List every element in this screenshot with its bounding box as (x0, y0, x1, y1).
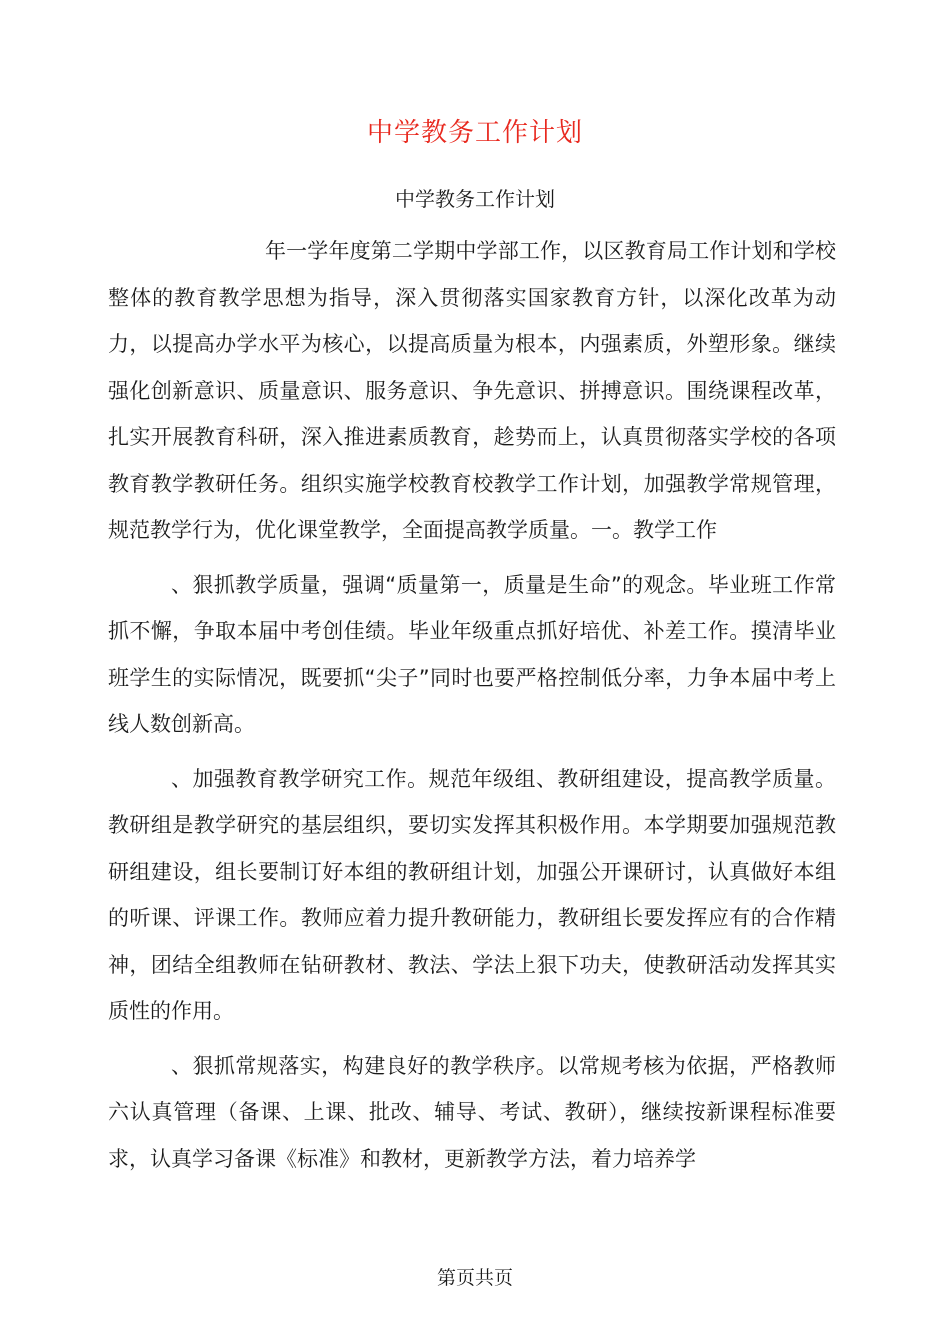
paragraph-teaching-research: 、加强教育教学研究工作。规范年级组、教研组建设，提高教学质量。教研组是教学研究的基层组织，要切实发挥其积极作用。本学期要加强规范教研组建设，组长要制订好本组的教研组计划，加强公开课研讨，认真做好本组的听课、评课工作。教师应着力提升教研能力，教研组长要发挥应有的合作精神，团结全组教师在钻研教材、教法、学法上狠下功夫，使教研活动发挥其实质性的作用。 (108, 766, 836, 1023)
document-body (108, 228, 836, 1182)
page-footer: 第页共页 (436, 1267, 513, 1289)
document-subtitle: 中学教务工作计划 (395, 187, 555, 211)
paragraph-intro: 年一学年度第二学期中学部工作，以区教育局工作计划和学校整体的教育教学思想为指导，深入贯彻落实国家教育方针，以深化改革为动力，以提高办学水平为核心，以提高质量为根本，内强素质，外塑形象。继续强化创新意识、质量意识、服务意识、争先意识、拼搏意识。围绕课程改革，扎实开展教育科研，深入推进素质教育，趁势而上，认真贯彻落实学校的各项教育教学教研任务。组织实施学校教育校教学工作计划，加强教学常规管理，规范教学行为，优化课堂教学，全面提高教学质量。一。教学工作 (108, 239, 836, 542)
paragraph-teaching-quality: 、狠抓教学质量，强调“质量第一，质量是生命”的观念。毕业班工作常抓不懈，争取本届中考创佳绩。毕业年级重点抓好培优、补差工作。摸清毕业班学生的实际情况，既要抓“尖子”同时也要严格控制低分率，力争本届中考上线人数创新高。 (108, 572, 836, 736)
paragraph-routine-management: 、狠抓常规落实，构建良好的教学秩序。以常规考核为依据，严格教师六认真管理（备课、上课、批改、辅导、考试、教研），继续按新课程标准要求，认真学习备课《标准》和教材，更新教学方法，着力培养学 (108, 1053, 836, 1171)
document-title: 中学教务工作计划 (366, 118, 583, 148)
